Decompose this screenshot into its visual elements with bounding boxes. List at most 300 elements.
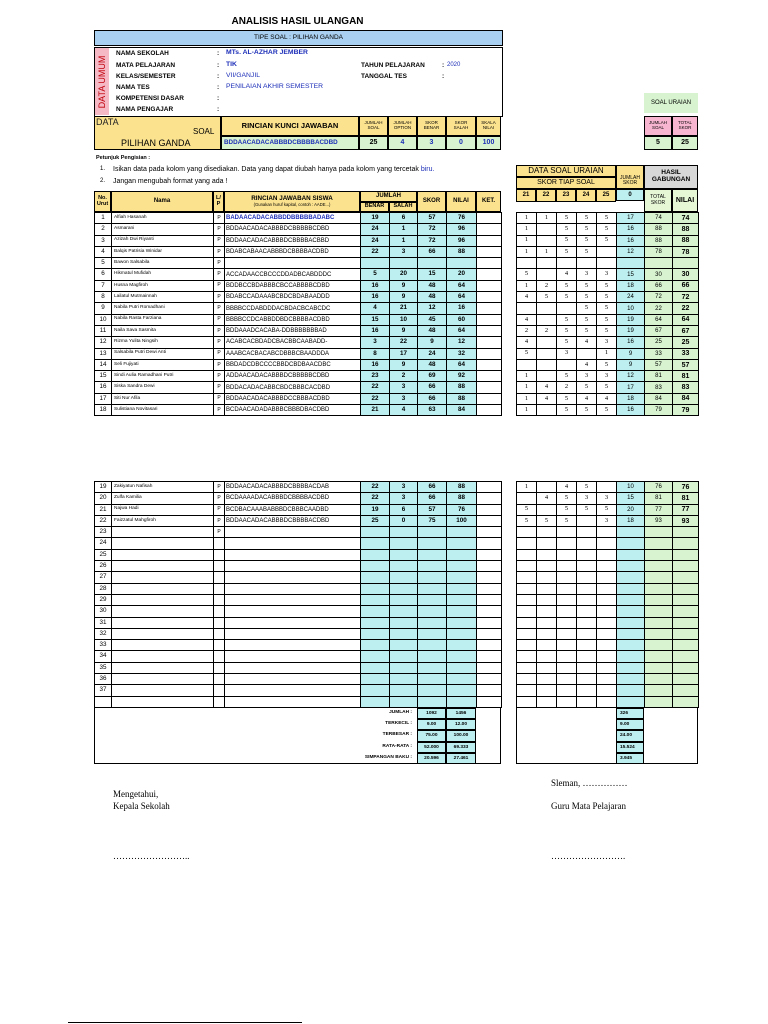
student-gender[interactable] [214, 628, 225, 639]
student-answers[interactable] [225, 606, 361, 617]
uraian-score[interactable] [517, 628, 537, 639]
uraian-score[interactable] [577, 561, 597, 572]
student-name[interactable]: Bawon Salsabila [112, 258, 214, 269]
uraian-score[interactable] [537, 617, 557, 628]
uraian-score[interactable]: 5 [577, 303, 597, 314]
student-answers[interactable]: ADDAACADACABBBDCBBBBBCDBD [225, 371, 361, 382]
uraian-score[interactable] [557, 561, 577, 572]
uraian-score[interactable] [597, 527, 617, 538]
uraian-score[interactable]: 5 [577, 246, 597, 257]
ket-cell[interactable] [477, 359, 502, 370]
ket-cell[interactable] [477, 269, 502, 280]
uraian-score[interactable] [597, 482, 617, 493]
ket-cell[interactable] [477, 482, 502, 493]
uraian-score[interactable] [597, 674, 617, 685]
uraian-score[interactable]: 3 [597, 269, 617, 280]
uraian-score[interactable] [597, 538, 617, 549]
ket-cell[interactable] [477, 685, 502, 696]
uraian-score[interactable]: 5 [597, 382, 617, 393]
student-name[interactable]: Salsabila Putri Dewi Anti [112, 348, 214, 359]
student-name[interactable]: Alfiah Hasanah [112, 213, 214, 224]
uraian-score[interactable]: 5 [577, 325, 597, 336]
student-answers[interactable]: BADAACADACABBDDBBBBBADABC [225, 213, 361, 224]
student-answers[interactable]: BDDAACADACABBBDCBBBBACDAB [225, 482, 361, 493]
skor-salah-value[interactable]: 0 [446, 136, 476, 150]
ket-cell[interactable] [477, 696, 502, 707]
uraian-score[interactable]: 4 [557, 269, 577, 280]
uraian-score[interactable]: 5 [597, 504, 617, 515]
uraian-score[interactable] [597, 628, 617, 639]
uraian-score[interactable] [557, 572, 577, 583]
uraian-score[interactable] [577, 538, 597, 549]
uraian-score[interactable] [597, 651, 617, 662]
student-name[interactable]: Hikmatul Mufidah [112, 269, 214, 280]
student-gender[interactable]: P [214, 359, 225, 370]
uraian-score[interactable] [537, 594, 557, 605]
uraian-score[interactable]: 5 [577, 504, 597, 515]
uraian-score[interactable] [577, 674, 597, 685]
student-name[interactable] [112, 662, 214, 673]
jumlah-soal-value[interactable]: 25 [359, 136, 388, 150]
uraian-score[interactable] [537, 371, 557, 382]
student-gender[interactable] [214, 606, 225, 617]
uraian-score[interactable]: 3 [597, 337, 617, 348]
student-gender[interactable] [214, 617, 225, 628]
tahun-value[interactable]: 2020 [447, 62, 461, 68]
uraian-jumlah-soal-value[interactable]: 5 [644, 136, 672, 150]
uraian-score[interactable]: 5 [517, 515, 537, 526]
uraian-score[interactable]: 3 [597, 493, 617, 504]
uraian-score[interactable] [597, 583, 617, 594]
student-name[interactable] [112, 651, 214, 662]
uraian-score[interactable] [597, 258, 617, 269]
student-name[interactable] [112, 640, 214, 651]
student-answers[interactable] [225, 538, 361, 549]
uraian-score[interactable] [537, 640, 557, 651]
student-name[interactable] [112, 617, 214, 628]
uraian-score[interactable]: 5 [517, 504, 537, 515]
uraian-score[interactable] [597, 606, 617, 617]
uraian-score[interactable] [557, 606, 577, 617]
student-gender[interactable]: P [214, 280, 225, 291]
uraian-score[interactable]: 4 [517, 314, 537, 325]
uraian-score[interactable] [537, 696, 557, 707]
ket-cell[interactable] [477, 572, 502, 583]
ket-cell[interactable] [477, 628, 502, 639]
student-answers[interactable]: BCDAAAADACABBBDCBBBBACDBD [225, 493, 361, 504]
uraian-total-skor-value[interactable]: 25 [672, 136, 698, 150]
student-gender[interactable] [214, 549, 225, 560]
uraian-score[interactable]: 5 [557, 337, 577, 348]
student-answers[interactable] [225, 561, 361, 572]
uraian-score[interactable]: 1 [517, 246, 537, 257]
student-answers[interactable] [225, 628, 361, 639]
uraian-score[interactable] [517, 359, 537, 370]
student-name[interactable] [112, 527, 214, 538]
uraian-score[interactable] [517, 640, 537, 651]
ket-cell[interactable] [477, 549, 502, 560]
student-gender[interactable]: P [214, 405, 225, 416]
uraian-score[interactable] [537, 583, 557, 594]
ket-cell[interactable] [477, 258, 502, 269]
student-gender[interactable]: P [214, 371, 225, 382]
nama-sekolah-value[interactable]: MTs. AL-AZHAR JEMBER [226, 49, 308, 56]
ket-cell[interactable] [477, 405, 502, 416]
student-answers[interactable]: BCDAACADADABBBCBBBDBACDBD [225, 405, 361, 416]
uraian-score[interactable] [577, 662, 597, 673]
student-gender[interactable] [214, 651, 225, 662]
uraian-score[interactable]: 5 [557, 325, 577, 336]
student-name[interactable] [112, 572, 214, 583]
student-gender[interactable] [214, 572, 225, 583]
ket-cell[interactable] [477, 224, 502, 235]
student-name[interactable] [112, 538, 214, 549]
ket-cell[interactable] [477, 303, 502, 314]
uraian-score[interactable]: 4 [537, 493, 557, 504]
uraian-score[interactable] [517, 617, 537, 628]
ket-cell[interactable] [477, 583, 502, 594]
student-gender[interactable] [214, 640, 225, 651]
student-answers[interactable] [225, 662, 361, 673]
uraian-score[interactable]: 4 [577, 393, 597, 404]
student-answers[interactable] [225, 583, 361, 594]
student-answers[interactable] [225, 685, 361, 696]
uraian-score[interactable] [577, 348, 597, 359]
student-answers[interactable] [225, 651, 361, 662]
student-gender[interactable] [214, 561, 225, 572]
uraian-score[interactable]: 1 [537, 213, 557, 224]
uraian-score[interactable]: 5 [557, 213, 577, 224]
uraian-score[interactable] [537, 314, 557, 325]
student-name[interactable]: Siska Sandra Dewi [112, 382, 214, 393]
uraian-score[interactable]: 3 [557, 348, 577, 359]
uraian-score[interactable] [597, 572, 617, 583]
uraian-score[interactable]: 5 [597, 325, 617, 336]
ket-cell[interactable] [477, 280, 502, 291]
uraian-score[interactable]: 5 [597, 280, 617, 291]
ket-cell[interactable] [477, 527, 502, 538]
uraian-score[interactable] [557, 303, 577, 314]
uraian-score[interactable] [537, 269, 557, 280]
ket-cell[interactable] [477, 246, 502, 257]
student-answers[interactable] [225, 527, 361, 538]
uraian-score[interactable]: 5 [577, 382, 597, 393]
uraian-score[interactable]: 5 [577, 224, 597, 235]
uraian-score[interactable]: 5 [557, 393, 577, 404]
uraian-score[interactable] [517, 527, 537, 538]
ket-cell[interactable] [477, 674, 502, 685]
uraian-score[interactable] [577, 594, 597, 605]
uraian-score[interactable] [597, 549, 617, 560]
student-name[interactable]: Rizma Yulita Ningsih [112, 337, 214, 348]
student-answers[interactable] [225, 258, 361, 269]
student-gender[interactable]: P [214, 303, 225, 314]
uraian-score[interactable] [517, 561, 537, 572]
uraian-score[interactable] [557, 549, 577, 560]
uraian-score[interactable]: 1 [517, 405, 537, 416]
uraian-score[interactable]: 3 [577, 269, 597, 280]
uraian-score[interactable]: 5 [577, 280, 597, 291]
uraian-score[interactable]: 5 [557, 314, 577, 325]
ket-cell[interactable] [477, 292, 502, 303]
student-name[interactable]: Nabila Rasta Farziana [112, 314, 214, 325]
uraian-score[interactable] [577, 651, 597, 662]
uraian-score[interactable] [537, 549, 557, 560]
ket-cell[interactable] [477, 651, 502, 662]
uraian-score[interactable]: 2 [537, 280, 557, 291]
uraian-score[interactable] [577, 572, 597, 583]
uraian-score[interactable]: 4 [577, 337, 597, 348]
ket-cell[interactable] [477, 382, 502, 393]
uraian-score[interactable] [597, 246, 617, 257]
uraian-score[interactable] [557, 662, 577, 673]
uraian-score[interactable]: 5 [597, 213, 617, 224]
uraian-score[interactable] [537, 405, 557, 416]
uraian-score[interactable] [537, 224, 557, 235]
uraian-score[interactable]: 5 [517, 348, 537, 359]
uraian-score[interactable] [577, 606, 597, 617]
uraian-score[interactable] [517, 696, 537, 707]
student-answers[interactable] [225, 640, 361, 651]
uraian-score[interactable] [597, 696, 617, 707]
student-name[interactable] [112, 674, 214, 685]
uraian-score[interactable] [517, 662, 537, 673]
ket-cell[interactable] [477, 561, 502, 572]
kelas-value[interactable]: VII/GANJIL [226, 72, 260, 79]
uraian-score[interactable]: 1 [517, 213, 537, 224]
uraian-score[interactable] [517, 594, 537, 605]
student-name[interactable] [112, 685, 214, 696]
ket-cell[interactable] [477, 662, 502, 673]
ket-cell[interactable] [477, 213, 502, 224]
uraian-score[interactable]: 5 [537, 515, 557, 526]
ket-cell[interactable] [477, 493, 502, 504]
ket-cell[interactable] [477, 314, 502, 325]
skor-benar-value[interactable]: 3 [417, 136, 446, 150]
student-name[interactable]: Sindi Aulia Ramadhani Putri [112, 371, 214, 382]
student-gender[interactable] [214, 538, 225, 549]
uraian-score[interactable] [577, 549, 597, 560]
uraian-score[interactable] [557, 617, 577, 628]
uraian-score[interactable] [557, 527, 577, 538]
student-name[interactable]: Najwa Hadi [112, 504, 214, 515]
student-answers[interactable] [225, 696, 361, 707]
uraian-score[interactable]: 1 [517, 393, 537, 404]
ket-cell[interactable] [477, 325, 502, 336]
uraian-score[interactable] [557, 685, 577, 696]
uraian-score[interactable]: 1 [517, 235, 537, 246]
uraian-score[interactable] [517, 538, 537, 549]
ket-cell[interactable] [477, 640, 502, 651]
kunci-jawaban-field[interactable]: BDDAACADACABBBDCBBBBACDBD [221, 136, 359, 150]
uraian-score[interactable] [597, 685, 617, 696]
uraian-score[interactable]: 5 [557, 504, 577, 515]
student-gender[interactable]: P [214, 246, 225, 257]
uraian-score[interactable]: 3 [597, 371, 617, 382]
ket-cell[interactable] [477, 337, 502, 348]
uraian-score[interactable] [517, 549, 537, 560]
student-name[interactable]: Lailatul Mutmainnah [112, 292, 214, 303]
uraian-score[interactable]: 4 [577, 359, 597, 370]
student-gender[interactable]: P [214, 527, 225, 538]
uraian-score[interactable] [537, 258, 557, 269]
uraian-score[interactable] [597, 617, 617, 628]
uraian-score[interactable]: 5 [537, 292, 557, 303]
ket-cell[interactable] [477, 515, 502, 526]
student-name[interactable] [112, 549, 214, 560]
student-gender[interactable]: P [214, 235, 225, 246]
uraian-score[interactable] [577, 527, 597, 538]
student-name[interactable] [112, 583, 214, 594]
uraian-score[interactable]: 4 [537, 382, 557, 393]
student-answers[interactable]: BDDAACADACABBBDCBBBBACDBD [225, 515, 361, 526]
student-answers[interactable]: ACCADAACCBCCCDDADBCABDDDC [225, 269, 361, 280]
uraian-score[interactable] [577, 515, 597, 526]
uraian-score[interactable] [517, 674, 537, 685]
uraian-score[interactable] [537, 572, 557, 583]
student-gender[interactable]: P [214, 258, 225, 269]
uraian-score[interactable]: 3 [577, 493, 597, 504]
uraian-score[interactable] [577, 583, 597, 594]
uraian-score[interactable]: 1 [517, 224, 537, 235]
uraian-score[interactable] [557, 674, 577, 685]
ket-cell[interactable] [477, 393, 502, 404]
uraian-score[interactable]: 4 [517, 292, 537, 303]
uraian-score[interactable]: 3 [597, 515, 617, 526]
uraian-score[interactable] [537, 527, 557, 538]
uraian-score[interactable]: 5 [577, 314, 597, 325]
student-gender[interactable]: P [214, 314, 225, 325]
uraian-score[interactable]: 5 [597, 235, 617, 246]
uraian-score[interactable] [517, 685, 537, 696]
student-answers[interactable]: BDDAACADACABBBDCBBBBACBBD [225, 235, 361, 246]
uraian-score[interactable]: 4 [597, 393, 617, 404]
mapel-value[interactable]: TIK [226, 61, 237, 68]
student-answers[interactable]: AAABCACBACABCDBBBCBAADDDA [225, 348, 361, 359]
uraian-score[interactable] [537, 538, 557, 549]
uraian-score[interactable] [597, 640, 617, 651]
uraian-score[interactable]: 5 [577, 405, 597, 416]
uraian-score[interactable] [517, 303, 537, 314]
uraian-score[interactable]: 5 [597, 314, 617, 325]
uraian-score[interactable] [557, 640, 577, 651]
uraian-score[interactable] [537, 359, 557, 370]
uraian-score[interactable]: 5 [557, 493, 577, 504]
uraian-score[interactable] [577, 696, 597, 707]
uraian-score[interactable]: 5 [577, 482, 597, 493]
uraian-score[interactable] [517, 651, 537, 662]
student-gender[interactable] [214, 685, 225, 696]
uraian-score[interactable] [537, 628, 557, 639]
student-name[interactable] [112, 594, 214, 605]
uraian-score[interactable]: 1 [537, 246, 557, 257]
student-gender[interactable]: P [214, 493, 225, 504]
student-gender[interactable]: P [214, 269, 225, 280]
student-name[interactable]: Naila Sava Sasmita [112, 325, 214, 336]
uraian-score[interactable]: 5 [557, 224, 577, 235]
uraian-score[interactable] [517, 258, 537, 269]
uraian-score[interactable]: 1 [517, 371, 537, 382]
nama-tes-value[interactable]: PENILAIAN AKHIR SEMESTER [226, 83, 324, 90]
ket-cell[interactable] [477, 504, 502, 515]
student-answers[interactable]: BDDACADACABBCBDCBBBCACDBD [225, 382, 361, 393]
uraian-score[interactable] [537, 235, 557, 246]
uraian-score[interactable]: 5 [597, 303, 617, 314]
student-answers[interactable]: BCDBACAAABABBBDCBBBCAADBD [225, 504, 361, 515]
uraian-score[interactable] [577, 628, 597, 639]
student-answers[interactable]: BDDBCCBDABBBCBCCABBBBCDBD [225, 280, 361, 291]
uraian-score[interactable]: 5 [597, 224, 617, 235]
uraian-score[interactable] [537, 561, 557, 572]
student-name[interactable] [112, 606, 214, 617]
uraian-score[interactable] [557, 651, 577, 662]
ket-cell[interactable] [477, 606, 502, 617]
uraian-score[interactable]: 5 [557, 235, 577, 246]
student-gender[interactable] [214, 583, 225, 594]
student-name[interactable]: Asmarani [112, 224, 214, 235]
student-gender[interactable]: P [214, 213, 225, 224]
uraian-score[interactable]: 5 [557, 371, 577, 382]
student-answers[interactable]: BDDAACADACABBBDCBBBBBCDBD [225, 224, 361, 235]
student-name[interactable]: Siti Nur Afila [112, 393, 214, 404]
uraian-score[interactable] [557, 696, 577, 707]
ket-cell[interactable] [477, 235, 502, 246]
uraian-score[interactable] [537, 662, 557, 673]
student-name[interactable] [112, 696, 214, 707]
uraian-score[interactable] [537, 337, 557, 348]
uraian-score[interactable]: 1 [517, 482, 537, 493]
student-answers[interactable] [225, 594, 361, 605]
uraian-score[interactable]: 1 [517, 280, 537, 291]
student-name[interactable]: Faizzatul Mahgfiroh [112, 515, 214, 526]
student-answers[interactable]: BBBBCCDABDDDACBDACBCABCDC [225, 303, 361, 314]
student-name[interactable]: Seli Fujiyati [112, 359, 214, 370]
uraian-score[interactable]: 5 [597, 292, 617, 303]
student-gender[interactable] [214, 674, 225, 685]
student-name[interactable]: Husna Magfiroh [112, 280, 214, 291]
ket-cell[interactable] [477, 538, 502, 549]
uraian-score[interactable] [517, 606, 537, 617]
student-name[interactable] [112, 628, 214, 639]
uraian-score[interactable] [557, 258, 577, 269]
uraian-score[interactable]: 2 [517, 325, 537, 336]
student-answers[interactable]: BBDADCDBCCCCBBDCBDBAACDBC [225, 359, 361, 370]
student-gender[interactable]: P [214, 482, 225, 493]
student-name[interactable]: Balqis Patrisia Winidar [112, 246, 214, 257]
student-answers[interactable] [225, 549, 361, 560]
student-gender[interactable]: P [214, 224, 225, 235]
uraian-score[interactable]: 5 [557, 405, 577, 416]
student-answers[interactable] [225, 617, 361, 628]
student-gender[interactable] [214, 594, 225, 605]
ket-cell[interactable] [477, 348, 502, 359]
uraian-score[interactable] [537, 482, 557, 493]
student-gender[interactable] [214, 696, 225, 707]
uraian-score[interactable]: 5 [557, 280, 577, 291]
student-gender[interactable]: P [214, 348, 225, 359]
student-answers[interactable] [225, 674, 361, 685]
uraian-score[interactable] [577, 617, 597, 628]
uraian-score[interactable]: 4 [517, 337, 537, 348]
uraian-score[interactable] [597, 662, 617, 673]
uraian-score[interactable] [537, 606, 557, 617]
jumlah-option-value[interactable]: 4 [388, 136, 417, 150]
uraian-score[interactable] [517, 493, 537, 504]
uraian-score[interactable] [577, 685, 597, 696]
uraian-score[interactable]: 1 [597, 348, 617, 359]
student-name[interactable] [112, 561, 214, 572]
uraian-score[interactable]: 5 [597, 359, 617, 370]
